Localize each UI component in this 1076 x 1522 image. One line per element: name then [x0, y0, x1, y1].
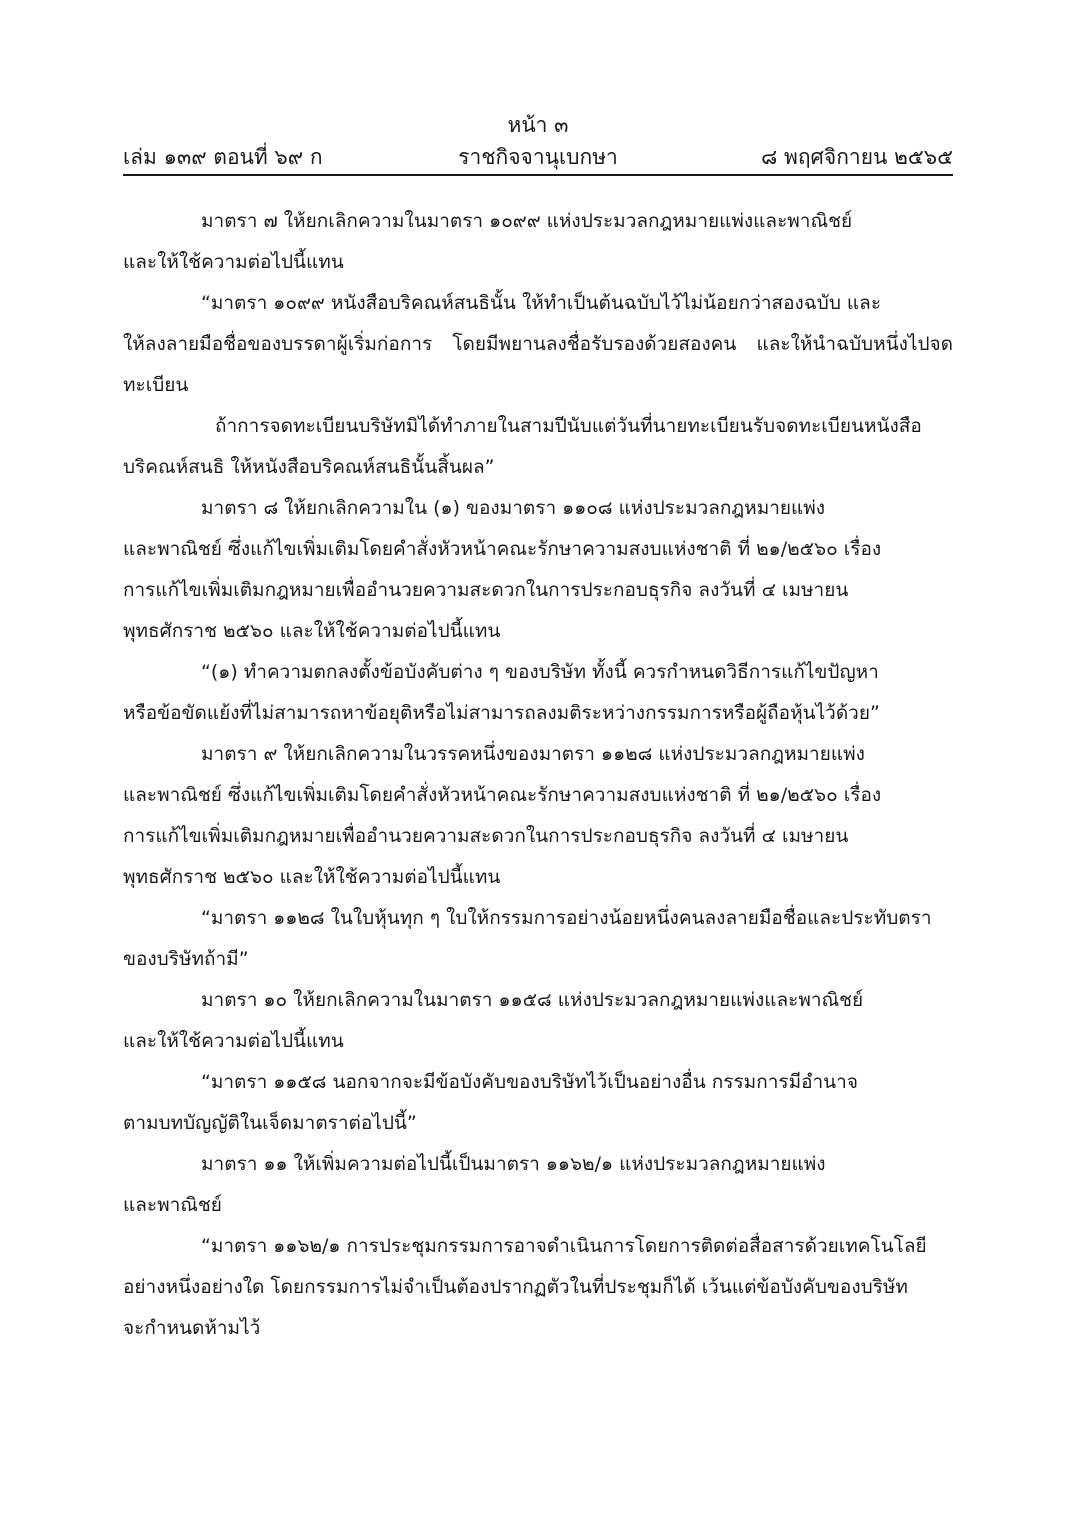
paragraph-section-1108-1	[123, 652, 953, 734]
text-line: ตามบทบัญญัติในเจ็ดมาตราต่อไปนี้”	[123, 1112, 417, 1134]
text-line: พุทธศักราช ๒๕๖๐ และให้ใช้ความต่อไปนี้แทน	[123, 620, 501, 642]
text-line: บริคณห์สนธิ ให้หนังสือบริคณห์สนธินั้นสิ้นผล”	[123, 456, 495, 478]
text-line: และให้ใช้ความต่อไปนี้แทน	[123, 251, 344, 273]
document-body	[123, 201, 953, 1349]
text-line: การแก้ไขเพิ่มเติมกฎหมายเพื่ออำนวยความสะดวกในการประกอบธุรกิจ ลงวันที่ ๔ เมษายน	[123, 825, 849, 847]
text-line: “มาตรา ๑๑๕๘ นอกจากจะมีข้อบังคับของบริษัทไว้เป็นอย่างอื่น กรรมการมีอำนาจ	[201, 1071, 858, 1093]
paragraph-section-11	[123, 1144, 953, 1226]
text-line: การแก้ไขเพิ่มเติมกฎหมายเพื่ออำนวยความสะดวกในการประกอบธุรกิจ ลงวันที่ ๔ เมษายน	[123, 579, 849, 601]
paragraph-section-1128	[123, 898, 953, 980]
text-line: “มาตรา ๑๐๙๙ หนังสือบริคณห์สนธินั้น ให้ทำเป็นต้นฉบับไว้ไม่น้อยกว่าสองฉบับ และ	[201, 292, 882, 314]
text-line: และพาณิชย์	[123, 1194, 222, 1216]
text-line: อย่างหนึ่งอย่างใด โดยกรรมการไม่จำเป็นต้องปรากฏตัวในที่ประชุมก็ได้ เว้นแต่ข้อบังคับของบริษัท	[123, 1276, 908, 1298]
text-line: พุทธศักราช ๒๕๖๐ และให้ใช้ความต่อไปนี้แทน	[123, 866, 501, 888]
text-line: จะกำหนดห้ามไว้	[123, 1317, 261, 1339]
text-line: ถ้าการจดทะเบียนบริษัทมิได้ทำภายในสามปีนับแต่วันที่นายทะเบียนรับจดทะเบียนหนังสือ	[215, 415, 922, 437]
text-line: มาตรา ๗ ให้ยกเลิกความในมาตรา ๑๐๙๙ แห่งประมวลกฎหมายแพ่งและพาณิชย์	[201, 210, 853, 232]
paragraph-section-1099	[123, 283, 953, 406]
text-line: หรือข้อขัดแย้งที่ไม่สามารถหาข้อยุติหรือไม่สามารถลงมติระหว่างกรรมการหรือผู้ถือหุ้นไว้ด้วย”	[123, 702, 880, 724]
publication-date: ๘ พฤศจิกายน ๒๕๖๕	[761, 145, 953, 169]
text-line: มาตรา ๑๐ ให้ยกเลิกความในมาตรา ๑๑๕๘ แห่งประมวลกฎหมายแพ่งและพาณิชย์	[201, 989, 864, 1011]
header-rule	[123, 174, 953, 176]
text-line: มาตรา ๘ ให้ยกเลิกความใน (๑) ของมาตรา ๑๑๐๘ แห่งประมวลกฎหมายแพ่ง	[201, 497, 826, 519]
text-line: มาตรา ๑๑ ให้เพิ่มความต่อไปนี้เป็นมาตรา ๑๑๖๒/๑ แห่งประมวลกฎหมายแพ่ง	[201, 1153, 826, 1175]
text-line: “มาตรา ๑๑๒๘ ในใบหุ้นทุก ๆ ใบให้กรรมการอย่างน้อยหนึ่งคนลงลายมือชื่อและประทับตรา	[201, 907, 932, 929]
paragraph-section-1099-2	[123, 406, 953, 488]
page-number: หน้า ๓	[507, 113, 569, 137]
paragraph-section-10	[123, 980, 953, 1062]
text-line: ของบริษัทถ้ามี”	[123, 948, 249, 970]
text-line: “มาตรา ๑๑๖๒/๑ การประชุมกรรมการอาจดำเนินการโดยการติดต่อสื่อสารด้วยเทคโนโลยี	[201, 1235, 927, 1257]
paragraph-section-1158	[123, 1062, 953, 1144]
text-line: และให้ใช้ความต่อไปนี้แทน	[123, 1030, 344, 1052]
issue-info: เล่ม ๑๓๙ ตอนที่ ๖๙ ก	[123, 145, 323, 169]
text-line: ให้ลงลายมือชื่อของบรรดาผู้เริ่มก่อการ โดยมีพยานลงชื่อรับรองด้วยสองคน และให้นำฉบับหนึ่งไปจดทะเบียน	[123, 333, 953, 396]
text-line: มาตรา ๙ ให้ยกเลิกความในวรรคหนึ่งของมาตรา ๑๑๒๘ แห่งประมวลกฎหมายแพ่ง	[201, 743, 865, 765]
gazette-title: ราชกิจจานุเบกษา	[458, 145, 618, 169]
text-line: “(๑) ทำความตกลงตั้งข้อบังคับต่าง ๆ ของบริษัท ทั้งนี้ ควรกำหนดวิธีการแก้ไขปัญหา	[201, 661, 879, 683]
text-line: และพาณิชย์ ซึ่งแก้ไขเพิ่มเติมโดยคำสั่งหัวหน้าคณะรักษาความสงบแห่งชาติ ที่ ๒๑/๒๕๖๐ เรื่อง	[123, 538, 882, 560]
paragraph-section-7	[123, 201, 953, 283]
paragraph-section-1162-1	[123, 1226, 953, 1349]
paragraph-section-9	[123, 734, 953, 898]
text-line: และพาณิชย์ ซึ่งแก้ไขเพิ่มเติมโดยคำสั่งหัวหน้าคณะรักษาความสงบแห่งชาติ ที่ ๒๑/๒๕๖๐ เรื่อง	[123, 784, 882, 806]
gazette-header	[123, 142, 953, 172]
paragraph-section-8	[123, 488, 953, 652]
